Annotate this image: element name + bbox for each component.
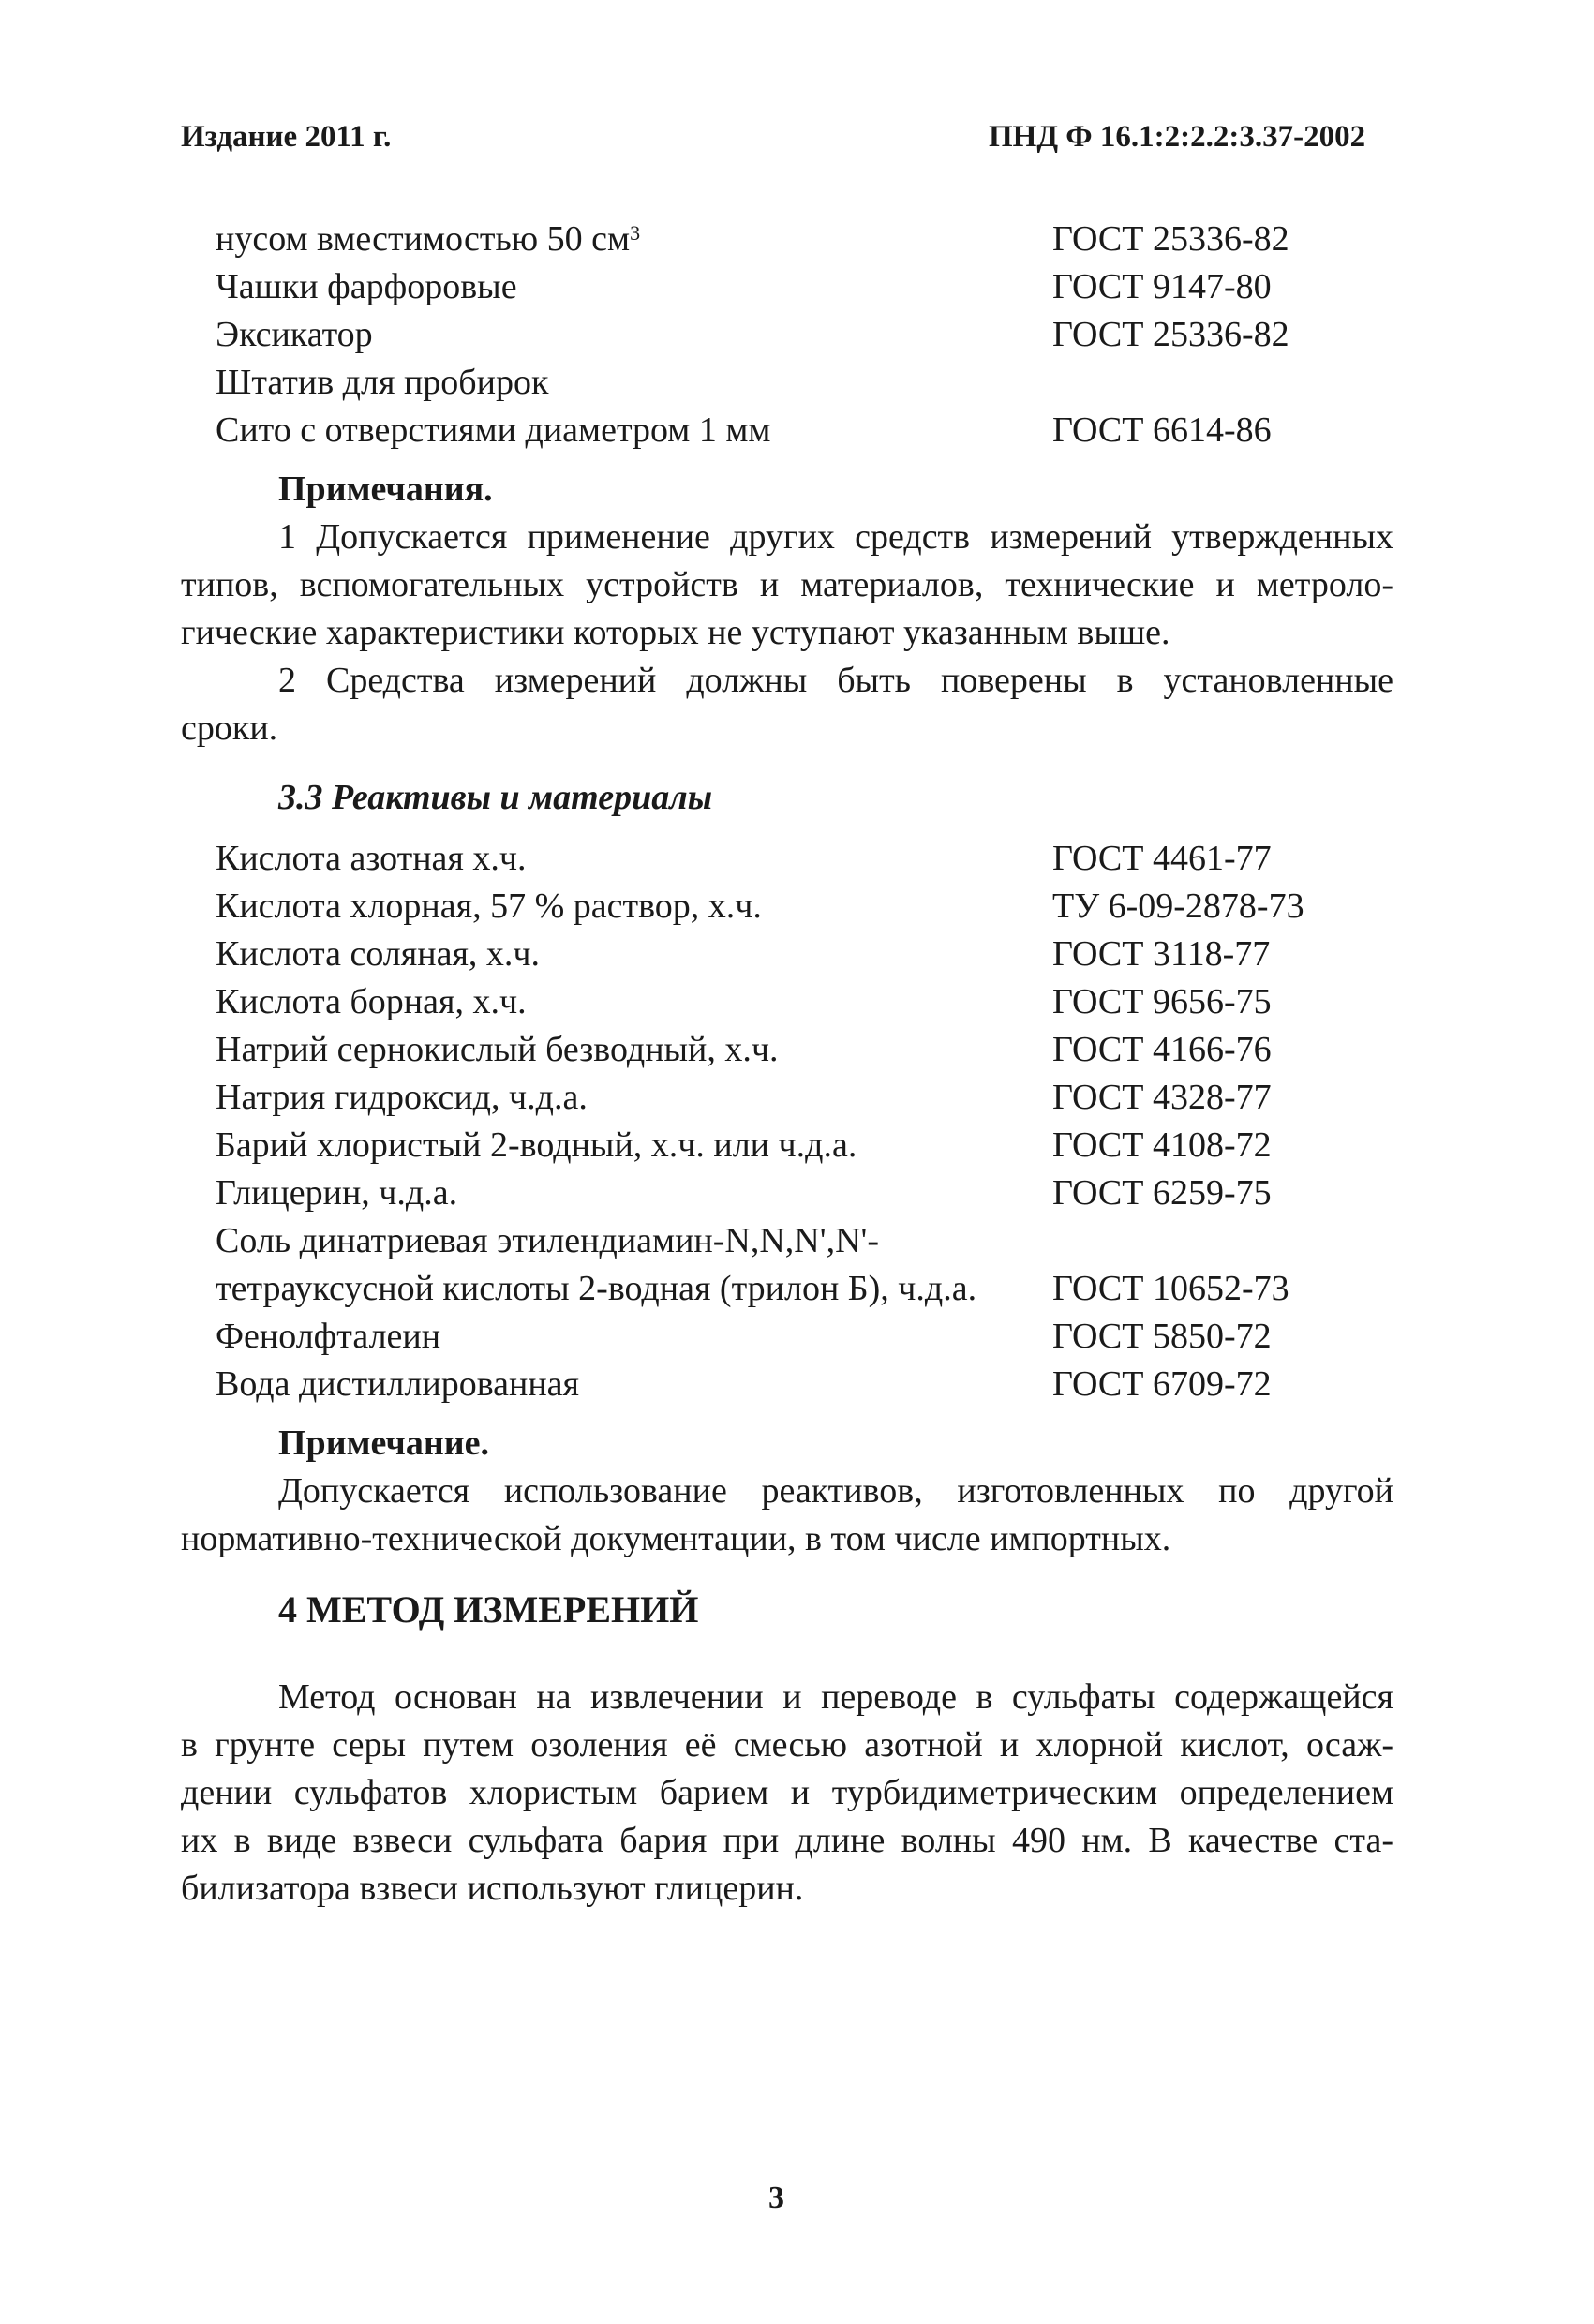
reagent-standard: ТУ 6-09-2878-73 (1052, 886, 1304, 926)
method-line: Метод основан на извлечении и переводе в сульфаты содержащейся (278, 1677, 1393, 1717)
reagent-name: Фенолфталеин (216, 1317, 441, 1356)
reagent-standard: ГОСТ 10652-73 (1052, 1269, 1289, 1308)
equipment-standard: ГОСТ 25336-82 (1052, 219, 1289, 259)
reagent-name: Натрий сернокислый безводный, х.ч. (216, 1030, 779, 1069)
method-line: в грунте серы путем озоления её смесью азотной и хлорной кислот, осаж- (181, 1725, 1393, 1765)
notes-line: сроки. (181, 708, 278, 748)
reagent-row (0, 978, 1594, 1025)
reagent-name: тетрауксусной кислоты 2-водная (трилон Б), ч.д.а. (216, 1269, 977, 1308)
document-code: ПНД Ф 16.1:2:2.2:3.37-2002 (989, 120, 1366, 154)
reagent-name: Барий хлористый 2-водный, х.ч. или ч.д.а. (216, 1125, 857, 1165)
equipment-row (0, 359, 1594, 406)
section-title: 4 МЕТОД ИЗМЕРЕНИЙ (278, 1588, 699, 1631)
equipment-name: Штатив для пробирок (216, 363, 549, 402)
reagent-row (0, 1217, 1594, 1264)
reagent-standard: ГОСТ 4328-77 (1052, 1078, 1272, 1117)
reagent-standard: ГОСТ 4166-76 (1052, 1030, 1272, 1069)
notes-line: гические характеристики которых не уступают указанным выше. (181, 613, 1170, 652)
equipment-standard: ГОСТ 9147-80 (1052, 267, 1272, 306)
section-heading: 3.3 Реактивы и материалы (278, 778, 713, 817)
reagent-standard: ГОСТ 4108-72 (1052, 1125, 1272, 1165)
reagent-name: Глицерин, ч.д.а. (216, 1173, 458, 1213)
equipment-row (0, 263, 1594, 310)
reagent-name: Вода дистиллированная (216, 1364, 580, 1404)
equipment-name: Чашки фарфоровые (216, 267, 517, 306)
reagent-row (0, 1026, 1594, 1073)
equipment-name: Сито с отверстиями диаметром 1 мм (216, 410, 771, 450)
reagent-name: Натрия гидроксид, ч.д.а. (216, 1078, 588, 1117)
reagent-standard: ГОСТ 9656-75 (1052, 982, 1272, 1021)
edition-label: Издание 2011 г. (181, 120, 392, 154)
reagent-row (0, 1169, 1594, 1216)
notes-line: типов, вспомогательных устройств и материалов, технические и метроло- (181, 565, 1393, 604)
note-title: Примечание. (278, 1423, 489, 1463)
notes-line: 1 Допускается применение других средств измерений утвержденных (278, 517, 1393, 557)
equipment-row (0, 311, 1594, 358)
reagent-row (0, 931, 1594, 977)
reagent-name: Кислота азотная х.ч. (216, 839, 527, 878)
reagent-standard: ГОСТ 3118-77 (1052, 934, 1271, 974)
reagent-row (0, 883, 1594, 930)
reagent-row (0, 1074, 1594, 1121)
reagent-name: Кислота хлорная, 57 % раствор, х.ч. (216, 886, 762, 926)
note-line: нормативно-технической документации, в том числе импортных. (181, 1519, 1171, 1558)
equipment-name: нусом вместимостью 50 $см^3$ (216, 219, 641, 259)
equipment-name: Эксикатор (216, 315, 373, 354)
notes-title: Примечания. (278, 469, 493, 509)
reagent-standard: ГОСТ 6709-72 (1052, 1364, 1272, 1404)
reagent-row (0, 1265, 1594, 1312)
method-line: дении сульфатов хлористым барием и турбидиметрическим определением (181, 1773, 1393, 1812)
page-number: 3 (768, 2181, 784, 2215)
reagent-name: Кислота соляная, х.ч. (216, 934, 541, 974)
method-line: их в виде взвеси сульфата бария при длине волны 490 нм. В качестве ста- (181, 1821, 1393, 1860)
reagent-standard: ГОСТ 6259-75 (1052, 1173, 1272, 1213)
reagent-name: Кислота борная, х.ч. (216, 982, 527, 1021)
equipment-row (0, 216, 1594, 262)
equipment-standard: ГОСТ 6614-86 (1052, 410, 1272, 450)
equipment-row (0, 407, 1594, 454)
note-line: Допускается использование реактивов, изготовленных по другой (278, 1471, 1393, 1511)
reagent-name: Соль динатриевая этилендиамин-N,N,N',N'- (216, 1221, 880, 1260)
reagent-row (0, 1122, 1594, 1169)
equipment-standard: ГОСТ 25336-82 (1052, 315, 1289, 354)
notes-line: 2 Средства измерений должны быть поверены в установленные (278, 661, 1393, 700)
method-line: билизатора взвеси используют глицерин. (181, 1869, 804, 1908)
reagent-row (0, 1361, 1594, 1408)
reagent-row (0, 835, 1594, 882)
reagent-standard: ГОСТ 5850-72 (1052, 1317, 1272, 1356)
reagent-row (0, 1313, 1594, 1360)
reagent-standard: ГОСТ 4461-77 (1052, 839, 1272, 878)
